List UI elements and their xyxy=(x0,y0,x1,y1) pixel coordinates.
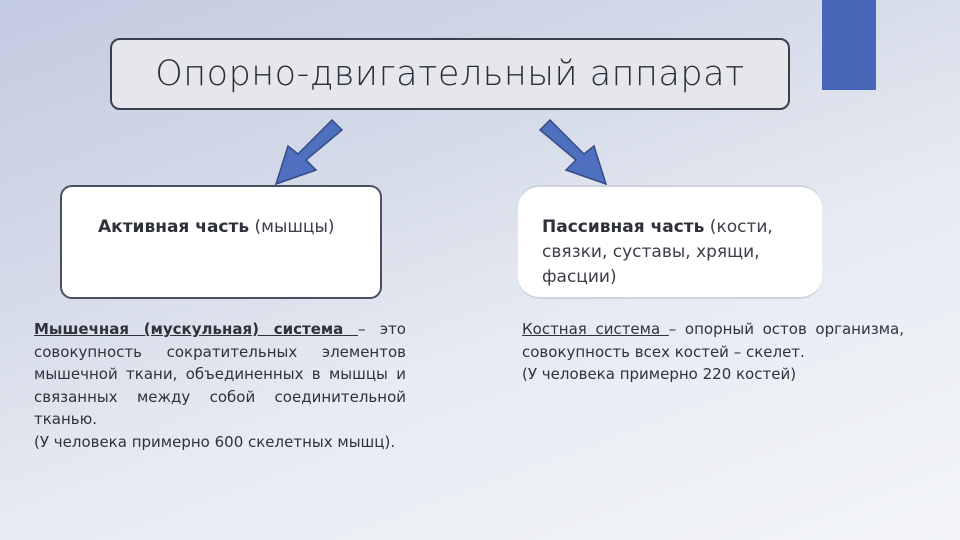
active-part-card xyxy=(60,185,382,299)
passive-part-card xyxy=(518,185,822,299)
muscle-count-note: (У человека примерно 600 скелетных мышц). xyxy=(34,432,396,451)
muscle-system-term: Мышечная (мускульная) система xyxy=(34,320,359,338)
accent-bar xyxy=(822,0,876,90)
passive-part-subtitle: (кости, связки, суставы, хрящи, фасции) xyxy=(542,217,773,287)
bone-system-description xyxy=(522,318,904,386)
bone-count-note: (У человека примерно 220 костей) xyxy=(522,365,797,383)
muscle-system-definition: – это совокупность сократительных элементов мышечной ткани, объединенных в мышцы и связанных между собой соединительной тканью. xyxy=(34,320,406,428)
bone-system-definition: – опорный остов организма, совокупность всех костей – скелет. xyxy=(522,320,904,361)
active-part-heading: Активная часть xyxy=(98,217,250,237)
active-part-subtitle: (мышцы) xyxy=(249,217,335,237)
title-box xyxy=(110,38,790,110)
arrow-left-icon xyxy=(262,112,352,192)
muscle-system-description xyxy=(34,318,406,453)
arrow-right-icon xyxy=(530,112,620,192)
bone-system-term: Костная система xyxy=(522,320,669,338)
slide-title: Опорно-двигательный аппарат xyxy=(155,54,745,94)
passive-part-heading: Пассивная часть xyxy=(542,217,705,237)
